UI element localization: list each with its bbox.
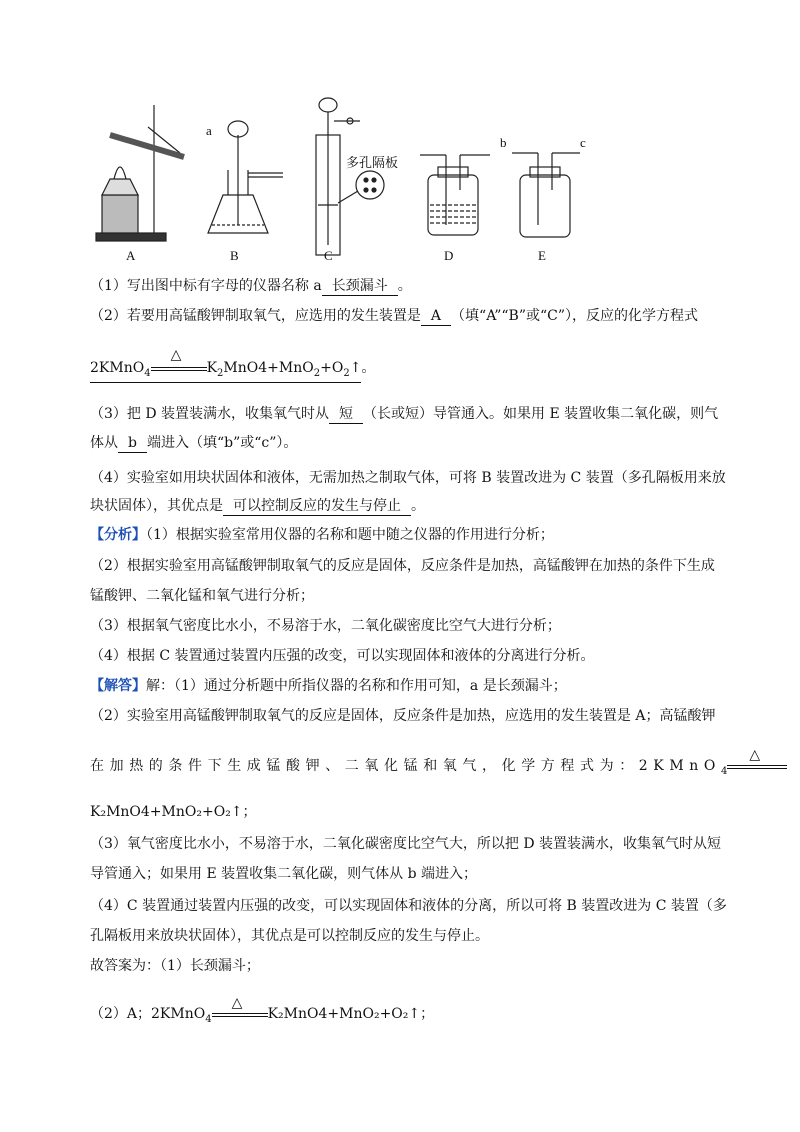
label-a: a — [206, 123, 212, 138]
label-D: D — [444, 248, 454, 263]
answer-l6: 导管通入；如果用 E 装置收集二氧化碳，则气体从 b 端进入； — [90, 866, 477, 882]
answer-l8: 孔隔板用来放块状固体），其优点是可以控制反应的发生与停止。 — [90, 928, 489, 944]
q1-end: 。 — [397, 278, 412, 294]
q3-answer: 短 — [329, 406, 363, 424]
q3b-line — [90, 433, 297, 453]
answer-eq2-sub: 4 — [205, 1013, 212, 1025]
answer-l7: （4）C 装置通过装置内压强的改变，可以实现固体和液体的分离，所以可将 B 装置改进为 C 装置（多 — [90, 898, 727, 914]
eq-mid: MnO4+MnO — [223, 360, 314, 376]
q4-line2 — [90, 496, 425, 516]
q2-end: （填“A”“B”或“C”），反应的化学方程式 — [451, 308, 699, 324]
q1-text: （1）写出图中标有字母的仪器名称 a — [90, 278, 322, 294]
q2-equation — [90, 347, 376, 383]
q3-end: （长或短）导管通入。如果用 E 装置收集二氧化碳，则气 — [363, 406, 719, 422]
q3b-end: 端进入（填“b”或“c”）。 — [146, 435, 298, 451]
eq-end: 。 — [361, 360, 376, 376]
eq-tail: +O — [320, 360, 344, 376]
label-C: C — [324, 248, 333, 263]
q4-text: 块状固体），其优点是 — [90, 498, 223, 514]
answer-text3: 在加热的条件下生成锰酸钾、二氧化锰和氧气，化学方程式为：2KMnO — [90, 758, 721, 774]
label-c: c — [580, 135, 586, 150]
analysis-tag: 【分析】 — [90, 527, 146, 543]
q4-answer: 可以控制反应的发生与停止 — [223, 498, 411, 516]
eq-left-sub: 4 — [144, 367, 151, 379]
eq-condition-bar — [151, 347, 207, 375]
answer-eq2-bar — [212, 995, 268, 1021]
q2-equation-underline — [90, 347, 362, 383]
analysis-l1 — [90, 525, 554, 545]
label-A: A — [126, 248, 136, 263]
answer-l10 — [90, 995, 435, 1030]
answer-l1 — [90, 676, 567, 696]
analysis-l4: （3）根据氧气密度比水小，不易溶于水，二氧化碳密度比空气大进行分析； — [90, 618, 561, 634]
eq-sub2: 2 — [313, 367, 321, 379]
answer-eq-sub: 4 — [721, 765, 728, 777]
label-porous-plate: 多孔隔板 — [346, 156, 399, 171]
eq-right-k: K — [206, 360, 218, 376]
answer-eq-bar — [727, 747, 787, 773]
q3b-text: 体从 — [90, 435, 118, 451]
q4-end: 。 — [411, 498, 425, 514]
q2-line — [90, 306, 698, 326]
q1-line — [90, 276, 412, 296]
answer2-heat-triangle-icon: △ — [231, 995, 243, 1011]
eq-left: 2KMnO — [90, 360, 145, 376]
label-B: B — [230, 248, 239, 263]
answer-text1: 解：（1）通过分析题中所指仪器的名称和作用可知，a 是长颈漏斗； — [146, 678, 567, 694]
answer-l9: 故答案为：（1）长颈漏斗； — [90, 958, 260, 974]
label-E: E — [538, 248, 546, 263]
q3-text: （3）把 D 装置装满水，收集氧气时从 — [90, 406, 330, 422]
heat-triangle-icon: △ — [170, 347, 182, 363]
eq-sub3: 2 — [343, 367, 350, 379]
q2-text: （2）若要用高锰酸钾制取氧气，应选用的发生装置是 — [90, 308, 421, 324]
answer-tag: 【解答】 — [90, 678, 146, 694]
label-b: b — [500, 135, 507, 150]
answer-l2: （2）实验室用高锰酸钾制取氧气的反应是固体，反应条件是加热，应选用的发生装置是 A；高锰酸钾 — [90, 708, 716, 724]
analysis-text1: （1）根据实验室常用仪器的名称和题中随之仪器的作用进行分析； — [146, 527, 554, 543]
answer-l5: （3）氧气密度比水小，不易溶于水，二氧化碳密度比空气大，所以把 D 装置装满水，收集氧气时从短 — [90, 836, 722, 852]
q1-answer: 长颈漏斗 — [322, 278, 398, 296]
answer-heat-triangle-icon: △ — [749, 747, 761, 763]
analysis-l3: 锰酸钾、二氧化锰和氧气进行分析； — [90, 588, 314, 604]
up-arrow-icon: ↑ — [349, 360, 362, 376]
q3b-answer: b — [118, 435, 147, 453]
apparatus-figure — [88, 95, 628, 265]
q2-answer: A — [421, 308, 451, 326]
q4-line1: （4）实验室如用块状固体和液体，无需加热之制取气体，可将 B 装置改进为 C 装置（多孔隔板用来放 — [90, 470, 726, 486]
answer-l3 — [90, 747, 787, 782]
eq-sub1: 2 — [217, 367, 224, 379]
analysis-l2: （2）根据实验室用高锰酸钾制取氧气的反应是固体，反应条件是加热，高锰酸钾在加热的条件下生成 — [90, 558, 715, 574]
answer-l4: K₂MnO4+MnO₂+O₂↑； — [90, 804, 257, 820]
analysis-l5: （4）根据 C 装置通过装置内压强的改变，可以实现固体和液体的分离进行分析。 — [90, 648, 595, 664]
answer-text10b: K₂MnO4+MnO₂+O₂↑； — [267, 1006, 435, 1022]
q3-line — [90, 404, 718, 424]
answer-text10: （2）A；2KMnO — [90, 1006, 206, 1022]
